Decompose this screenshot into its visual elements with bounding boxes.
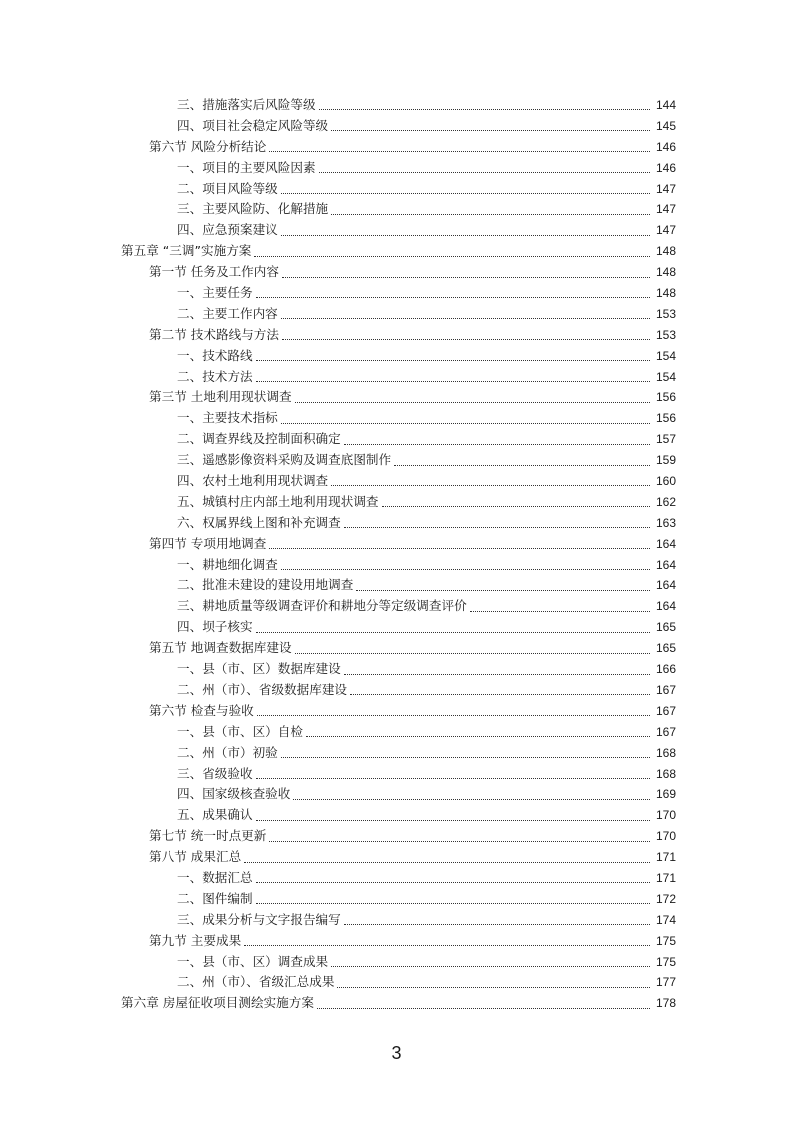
toc-entry-label: 三、措施落实后风险等级 bbox=[177, 97, 316, 112]
toc-entry-page-number: 156 bbox=[655, 411, 676, 426]
toc-subsection-entry[interactable] bbox=[0, 429, 793, 450]
dot-leader bbox=[257, 714, 650, 716]
dot-leader bbox=[256, 359, 650, 361]
toc-entry-body bbox=[177, 910, 652, 931]
dot-leader bbox=[269, 150, 650, 152]
toc-entry-label: 第八节 成果汇总 bbox=[149, 849, 242, 865]
dot-leader bbox=[281, 192, 650, 194]
dot-leader bbox=[254, 255, 650, 257]
toc-section-entry[interactable] bbox=[0, 534, 793, 555]
dot-leader bbox=[306, 735, 650, 737]
toc-entry-page-number: 167 bbox=[655, 703, 676, 718]
toc-entry-page-number: 157 bbox=[655, 432, 676, 447]
toc-entry-label: 三、成果分析与文字报告编写 bbox=[177, 911, 341, 927]
toc-entry-label: 二、技术方法 bbox=[177, 368, 253, 384]
toc-entry-body bbox=[177, 889, 652, 910]
dot-leader bbox=[337, 986, 650, 988]
toc-entry-label: 第二节 技术路线与方法 bbox=[149, 326, 279, 342]
toc-entry-page-number: 146 bbox=[655, 139, 676, 154]
toc-section-entry[interactable] bbox=[0, 701, 793, 722]
dot-leader bbox=[344, 526, 650, 528]
dot-leader bbox=[344, 443, 650, 445]
toc-entry-page-number: 177 bbox=[655, 975, 676, 990]
toc-subsection-entry[interactable] bbox=[0, 555, 793, 576]
dot-leader bbox=[256, 881, 650, 883]
dot-leader bbox=[282, 338, 650, 340]
toc-entry-label: 第九节 主要成果 bbox=[149, 932, 242, 948]
dot-leader bbox=[281, 568, 650, 570]
toc-entry-label: 五、成果确认 bbox=[177, 807, 253, 823]
dot-leader bbox=[244, 944, 650, 946]
toc-entry-label: 五、城镇村庄内部土地利用现状调查 bbox=[177, 493, 379, 509]
toc-entry-body bbox=[177, 304, 652, 325]
dot-leader bbox=[319, 171, 650, 173]
dot-leader bbox=[382, 505, 651, 507]
toc-subsection-entry[interactable] bbox=[0, 199, 793, 220]
toc-entry-page-number: 163 bbox=[655, 515, 676, 530]
toc-entry-page-number: 171 bbox=[655, 850, 676, 865]
toc-section-entry[interactable] bbox=[0, 931, 793, 952]
dot-leader bbox=[344, 673, 650, 675]
toc-entry-label: 第五节 地调查数据库建设 bbox=[149, 640, 292, 656]
toc-entry-label: 二、州（市）初验 bbox=[177, 744, 278, 760]
toc-entry-body bbox=[177, 408, 652, 429]
toc-entry-label: 第六节 检查与验收 bbox=[149, 702, 254, 718]
toc-entry-body bbox=[177, 680, 652, 701]
toc-entry-label: 第六章 房屋征收项目测绘实施方案 bbox=[121, 995, 314, 1011]
toc-entry-label: 一、项目的主要风险因素 bbox=[177, 159, 316, 175]
toc-entry-label: 六、权属界线上图和补充调查 bbox=[177, 514, 341, 530]
dot-leader bbox=[269, 840, 650, 842]
toc-entry-label: 第五章 “三调”实施方案 bbox=[121, 243, 252, 259]
dot-leader bbox=[244, 861, 650, 863]
toc-entry-body bbox=[177, 575, 652, 596]
dot-leader bbox=[331, 129, 650, 131]
toc-entry-page-number: 148 bbox=[655, 265, 676, 280]
toc-entry-label: 一、数据汇总 bbox=[177, 869, 253, 885]
toc-entry-body bbox=[177, 283, 652, 304]
toc-entry-page-number: 167 bbox=[655, 724, 676, 739]
toc-subsection-entry[interactable] bbox=[0, 283, 793, 304]
dot-leader bbox=[394, 464, 650, 466]
toc-entry-body bbox=[177, 116, 652, 137]
dot-leader bbox=[295, 652, 650, 654]
toc-entry-page-number: 168 bbox=[655, 766, 676, 781]
toc-entry-page-number: 167 bbox=[655, 682, 676, 697]
dot-leader bbox=[256, 902, 650, 904]
toc-subsection-entry[interactable] bbox=[0, 346, 793, 367]
dot-leader bbox=[269, 547, 650, 549]
toc-subsection-entry[interactable] bbox=[0, 513, 793, 534]
toc-entry-body bbox=[177, 617, 652, 638]
toc-entry-body bbox=[121, 993, 652, 1014]
toc-subsection-entry[interactable] bbox=[0, 952, 793, 973]
toc-entry-page-number: 175 bbox=[655, 954, 676, 969]
toc-entry-page-number: 165 bbox=[655, 641, 676, 656]
toc-entry-page-number: 148 bbox=[655, 244, 676, 259]
toc-subsection-entry[interactable] bbox=[0, 784, 793, 805]
toc-entry-body bbox=[177, 429, 652, 450]
toc-section-entry[interactable] bbox=[0, 137, 793, 158]
toc-entry-body bbox=[149, 387, 652, 408]
toc-subsection-entry[interactable] bbox=[0, 575, 793, 596]
toc-subsection-entry[interactable] bbox=[0, 680, 793, 701]
toc-entry-body bbox=[149, 137, 652, 158]
toc-entry-body bbox=[177, 555, 652, 576]
toc-section-entry[interactable] bbox=[0, 387, 793, 408]
toc-entry-body bbox=[177, 513, 652, 534]
toc-entry-label: 第三节 土地利用现状调查 bbox=[149, 389, 292, 405]
toc-entry-body bbox=[177, 95, 652, 116]
dot-leader bbox=[256, 296, 650, 298]
dot-leader bbox=[350, 693, 650, 695]
toc-section-entry[interactable] bbox=[0, 847, 793, 868]
toc-entry-body bbox=[177, 596, 652, 617]
dot-leader bbox=[281, 756, 650, 758]
page-number: 3 bbox=[391, 1043, 402, 1063]
toc-entry-page-number: 153 bbox=[655, 306, 676, 321]
toc-entry-page-number: 171 bbox=[655, 870, 676, 885]
toc-entry-body bbox=[149, 534, 652, 555]
toc-entry-label: 二、调查界线及控制面积确定 bbox=[177, 431, 341, 447]
toc-entry-page-number: 175 bbox=[655, 933, 676, 948]
toc-entry-body bbox=[177, 450, 652, 471]
dot-leader bbox=[356, 589, 650, 591]
toc-entry-label: 二、批准未建设的建设用地调查 bbox=[177, 577, 354, 593]
toc-entry-label: 一、县（市、区）数据库建设 bbox=[177, 661, 341, 677]
dot-leader bbox=[293, 798, 650, 800]
toc-entry-page-number: 172 bbox=[655, 891, 676, 906]
toc-entry-page-number: 147 bbox=[655, 223, 676, 238]
toc-entry-body bbox=[177, 659, 652, 680]
toc-entry-body bbox=[149, 701, 652, 722]
toc-entry-page-number: 168 bbox=[655, 745, 676, 760]
toc-subsection-entry[interactable] bbox=[0, 659, 793, 680]
toc-entry-page-number: 169 bbox=[655, 787, 676, 802]
toc-entry-body bbox=[121, 241, 652, 262]
toc-entry-label: 二、州（市）、省级汇总成果 bbox=[177, 974, 335, 990]
toc-entry-label: 四、应急预案建议 bbox=[177, 222, 278, 238]
toc-entry-label: 第一节 任务及工作内容 bbox=[149, 264, 279, 280]
toc-entry-body bbox=[177, 346, 652, 367]
toc-entry-label: 二、图件编制 bbox=[177, 890, 253, 906]
toc-entry-page-number: 166 bbox=[655, 662, 676, 677]
toc-subsection-entry[interactable] bbox=[0, 304, 793, 325]
dot-leader bbox=[331, 484, 650, 486]
toc-subsection-entry[interactable] bbox=[0, 617, 793, 638]
toc-entry-label: 四、坝子核实 bbox=[177, 619, 253, 635]
toc-entry-label: 一、县（市、区）调查成果 bbox=[177, 953, 329, 969]
toc-entry-body bbox=[177, 743, 652, 764]
toc-subsection-entry[interactable] bbox=[0, 805, 793, 826]
toc-entry-page-number: 165 bbox=[655, 620, 676, 635]
toc-subsection-entry[interactable] bbox=[0, 972, 793, 993]
dot-leader bbox=[344, 923, 650, 925]
toc-entry-body bbox=[177, 972, 652, 993]
toc-entry-body bbox=[149, 262, 652, 283]
dot-leader bbox=[281, 317, 650, 319]
toc-entry-body bbox=[149, 325, 652, 346]
toc-entry-body bbox=[177, 367, 652, 388]
toc-entry-label: 第四节 专项用地调查 bbox=[149, 535, 267, 551]
toc-subsection-entry[interactable] bbox=[0, 450, 793, 471]
toc-subsection-entry[interactable] bbox=[0, 179, 793, 200]
toc-subsection-entry[interactable] bbox=[0, 743, 793, 764]
toc-entry-label: 四、农村土地利用现状调查 bbox=[177, 473, 329, 489]
toc-entry-page-number: 164 bbox=[655, 599, 676, 614]
dot-leader bbox=[331, 213, 650, 215]
dot-leader bbox=[281, 422, 650, 424]
dot-leader bbox=[470, 610, 650, 612]
toc-entry-body bbox=[177, 471, 652, 492]
toc-entry-page-number: 162 bbox=[655, 494, 676, 509]
toc-subsection-entry[interactable] bbox=[0, 889, 793, 910]
toc-section-entry[interactable] bbox=[0, 325, 793, 346]
toc-entry-page-number: 156 bbox=[655, 390, 676, 405]
toc-entry-page-number: 147 bbox=[655, 181, 676, 196]
toc-subsection-entry[interactable] bbox=[0, 408, 793, 429]
toc-entry-label: 四、国家级核查验收 bbox=[177, 786, 291, 802]
toc-entry-page-number: 154 bbox=[655, 348, 676, 363]
toc-entry-label: 三、遥感影像资料采购及调查底图制作 bbox=[177, 452, 392, 468]
toc-entry-body bbox=[177, 179, 652, 200]
toc-entry-label: 第六节 风险分析结论 bbox=[149, 138, 267, 154]
toc-entry-body bbox=[149, 847, 652, 868]
toc-entry-page-number: 178 bbox=[655, 996, 676, 1011]
toc-entry-body bbox=[177, 805, 652, 826]
toc-entry-body bbox=[177, 220, 652, 241]
toc-entry-page-number: 174 bbox=[655, 912, 676, 927]
toc-entry-label: 三、省级验收 bbox=[177, 765, 253, 781]
toc-entry-page-number: 148 bbox=[655, 286, 676, 301]
toc-entry-page-number: 147 bbox=[655, 202, 676, 217]
toc-entry-label: 二、项目风险等级 bbox=[177, 180, 278, 196]
toc-entry-page-number: 160 bbox=[655, 474, 676, 489]
toc-entry-body bbox=[177, 784, 652, 805]
toc-subsection-entry[interactable] bbox=[0, 868, 793, 889]
toc-chapter-entry[interactable] bbox=[0, 993, 793, 1014]
dot-leader bbox=[281, 234, 650, 236]
toc-subsection-entry[interactable] bbox=[0, 220, 793, 241]
toc-entry-page-number: 170 bbox=[655, 808, 676, 823]
toc-entry-label: 第七节 统一时点更新 bbox=[149, 828, 267, 844]
toc-entry-page-number: 154 bbox=[655, 369, 676, 384]
toc-entry-label: 三、耕地质量等级调查评价和耕地分等定级调查评价 bbox=[177, 598, 467, 614]
toc-entry-body bbox=[177, 492, 652, 513]
toc-subsection-entry[interactable] bbox=[0, 764, 793, 785]
toc-subsection-entry[interactable] bbox=[0, 722, 793, 743]
toc-entry-body bbox=[177, 199, 652, 220]
dot-leader bbox=[256, 777, 650, 779]
toc-entry-body bbox=[177, 158, 652, 179]
toc-entry-label: 二、主要工作内容 bbox=[177, 305, 278, 321]
toc-entry-page-number: 153 bbox=[655, 327, 676, 342]
dot-leader bbox=[256, 631, 650, 633]
dot-leader bbox=[331, 965, 650, 967]
toc-entry-page-number: 164 bbox=[655, 557, 676, 572]
toc-entry-body bbox=[149, 638, 652, 659]
toc-section-entry[interactable] bbox=[0, 826, 793, 847]
toc-entry-label: 一、主要任务 bbox=[177, 285, 253, 301]
toc-entry-label: 四、项目社会稳定风险等级 bbox=[177, 117, 329, 133]
toc-subsection-entry[interactable] bbox=[0, 910, 793, 931]
toc-entry-label: 一、县（市、区）自检 bbox=[177, 723, 303, 739]
toc-subsection-entry[interactable] bbox=[0, 95, 793, 116]
toc-entry-page-number: 164 bbox=[655, 536, 676, 551]
toc-entry-body bbox=[177, 764, 652, 785]
dot-leader bbox=[256, 819, 650, 821]
toc-entry-body bbox=[177, 868, 652, 889]
toc-entry-label: 一、技术路线 bbox=[177, 347, 253, 363]
toc-chapter-entry[interactable] bbox=[0, 241, 793, 262]
toc-entry-body bbox=[149, 826, 652, 847]
toc-subsection-entry[interactable] bbox=[0, 492, 793, 513]
toc-entry-page-number: 146 bbox=[655, 160, 676, 175]
dot-leader bbox=[319, 108, 650, 110]
toc-subsection-entry[interactable] bbox=[0, 116, 793, 137]
toc-entry-body bbox=[177, 952, 652, 973]
toc-entry-page-number: 170 bbox=[655, 829, 676, 844]
toc-entry-body bbox=[177, 722, 652, 743]
toc-entry-page-number: 144 bbox=[655, 98, 676, 112]
dot-leader bbox=[256, 380, 650, 382]
toc-entry-body bbox=[149, 931, 652, 952]
toc-entry-label: 一、主要技术指标 bbox=[177, 410, 278, 426]
table-of-contents bbox=[0, 95, 793, 1014]
toc-subsection-entry[interactable] bbox=[0, 158, 793, 179]
toc-subsection-entry[interactable] bbox=[0, 471, 793, 492]
toc-entry-label: 三、主要风险防、化解措施 bbox=[177, 201, 329, 217]
dot-leader bbox=[317, 1007, 650, 1009]
toc-entry-page-number: 159 bbox=[655, 453, 676, 468]
toc-entry-page-number: 145 bbox=[655, 118, 676, 133]
toc-subsection-entry[interactable] bbox=[0, 596, 793, 617]
toc-section-entry[interactable] bbox=[0, 638, 793, 659]
dot-leader bbox=[295, 401, 650, 403]
toc-entry-page-number: 164 bbox=[655, 578, 676, 593]
toc-entry-label: 二、州（市）、省级数据库建设 bbox=[177, 681, 348, 697]
toc-section-entry[interactable] bbox=[0, 262, 793, 283]
toc-subsection-entry[interactable] bbox=[0, 367, 793, 388]
toc-entry-label: 一、耕地细化调查 bbox=[177, 556, 278, 572]
dot-leader bbox=[282, 276, 650, 278]
